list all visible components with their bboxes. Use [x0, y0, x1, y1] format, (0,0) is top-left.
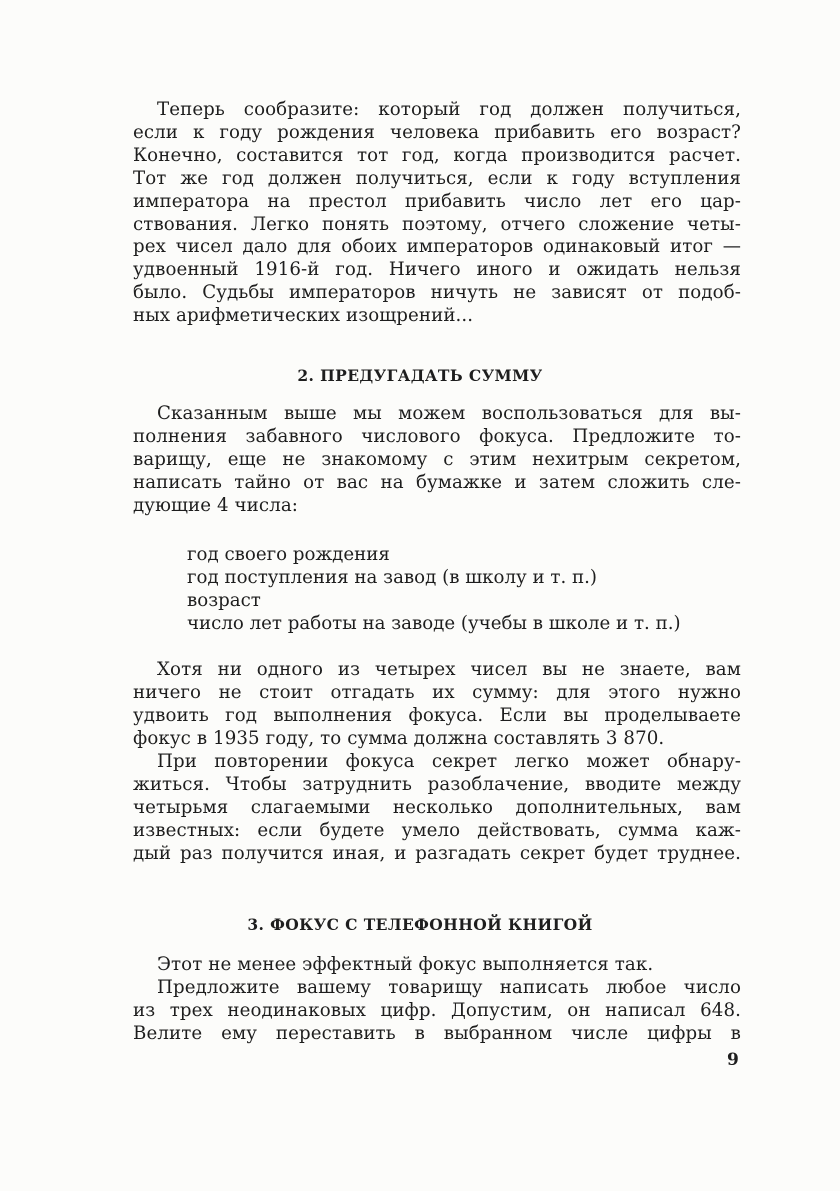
text-line: четырьмя слагаемыми несколько дополнительных, вам — [133, 796, 741, 818]
text-line: известных: если будете умело действовать, сумма каж- — [133, 819, 741, 841]
intro-paragraph — [133, 99, 741, 328]
text-line: фокус в 1935 году, то сумма должна составлять 3 870. — [133, 727, 665, 749]
text-line: ствования. Легко понять поэтому, отчего сложение четы- — [133, 213, 741, 235]
text-line: из трех неодинаковых цифр. Допустим, он написал 648. — [133, 999, 741, 1021]
text-line: рех чисел дало для обоих императоров одинаковый итог — — [133, 236, 741, 258]
page-number: 9 — [727, 1050, 739, 1070]
text-line: При повторении фокуса секрет легко может обнару- — [157, 751, 741, 772]
numbers-list — [187, 544, 681, 636]
text-line: императора на престол прибавить число лет его цар- — [133, 190, 741, 212]
text-line: дый раз получится иная, и разгадать секрет будет труднее. — [133, 842, 741, 864]
text-line: полнения забавного числового фокуса. Предложите то- — [133, 425, 741, 447]
text-line: написать тайно от вас на бумажке и затем сложить сле- — [133, 471, 741, 493]
text-line: Этот не менее эффектный фокус выполняется так. — [157, 954, 654, 975]
section-3-paragraph-2 — [133, 977, 741, 1046]
text-line: житься. Чтобы затруднить разоблачение, вводите между — [133, 773, 741, 795]
section-3-heading: 3. ФОКУС С ТЕЛЕФОННОЙ КНИГОЙ — [247, 915, 593, 934]
text-line: удвоенный 1916-й год. Ничего иного и ожидать нельзя — [133, 259, 741, 281]
text-line: было. Судьбы императоров ничуть не зависят от подоб- — [133, 282, 741, 304]
section-2-paragraph-1 — [133, 403, 741, 518]
list-item: число лет работы на заводе (учебы в школе и т. п.) — [187, 612, 681, 634]
text-line: ничего не стоит отгадать их сумму: для этого нужно — [133, 681, 741, 703]
text-line: если к году рождения человека прибавить его возраст? — [133, 121, 741, 143]
text-line: Сказанным выше мы можем воспользоваться для вы- — [157, 403, 741, 424]
text-line: дующие 4 числа: — [133, 494, 299, 516]
text-line: варищу, еще не знакомому с этим нехитрым секретом, — [133, 448, 741, 470]
list-item: год своего рождения — [187, 544, 390, 565]
text-line: Конечно, составится тот год, когда производится расчет. — [133, 144, 741, 166]
text-line: Тот же год должен получиться, если к году вступления — [133, 167, 741, 189]
text-line: удвоить год выполнения фокуса. Если вы проделываете — [133, 704, 741, 726]
text-line: Предложите вашему товарищу написать любое число — [157, 977, 741, 998]
section-2-heading: 2. ПРЕДУГАДАТЬ СУММУ — [297, 366, 543, 385]
list-item: год поступления на завод (в школу и т. п.) — [187, 566, 598, 588]
section-2-paragraph-3 — [133, 751, 741, 866]
text-line: Теперь сообразите: который год должен получиться, — [157, 99, 741, 120]
list-item: возраст — [187, 589, 261, 611]
text-line: Хотя ни одного из четырех чисел вы не знаете, вам — [157, 659, 741, 680]
section-2-paragraph-2 — [133, 659, 741, 751]
section-3-paragraph-1 — [133, 954, 741, 977]
text-line: ных арифметических изощрений... — [133, 305, 474, 327]
text-line: Велите ему переставить в выбранном числе цифры в — [133, 1022, 741, 1044]
